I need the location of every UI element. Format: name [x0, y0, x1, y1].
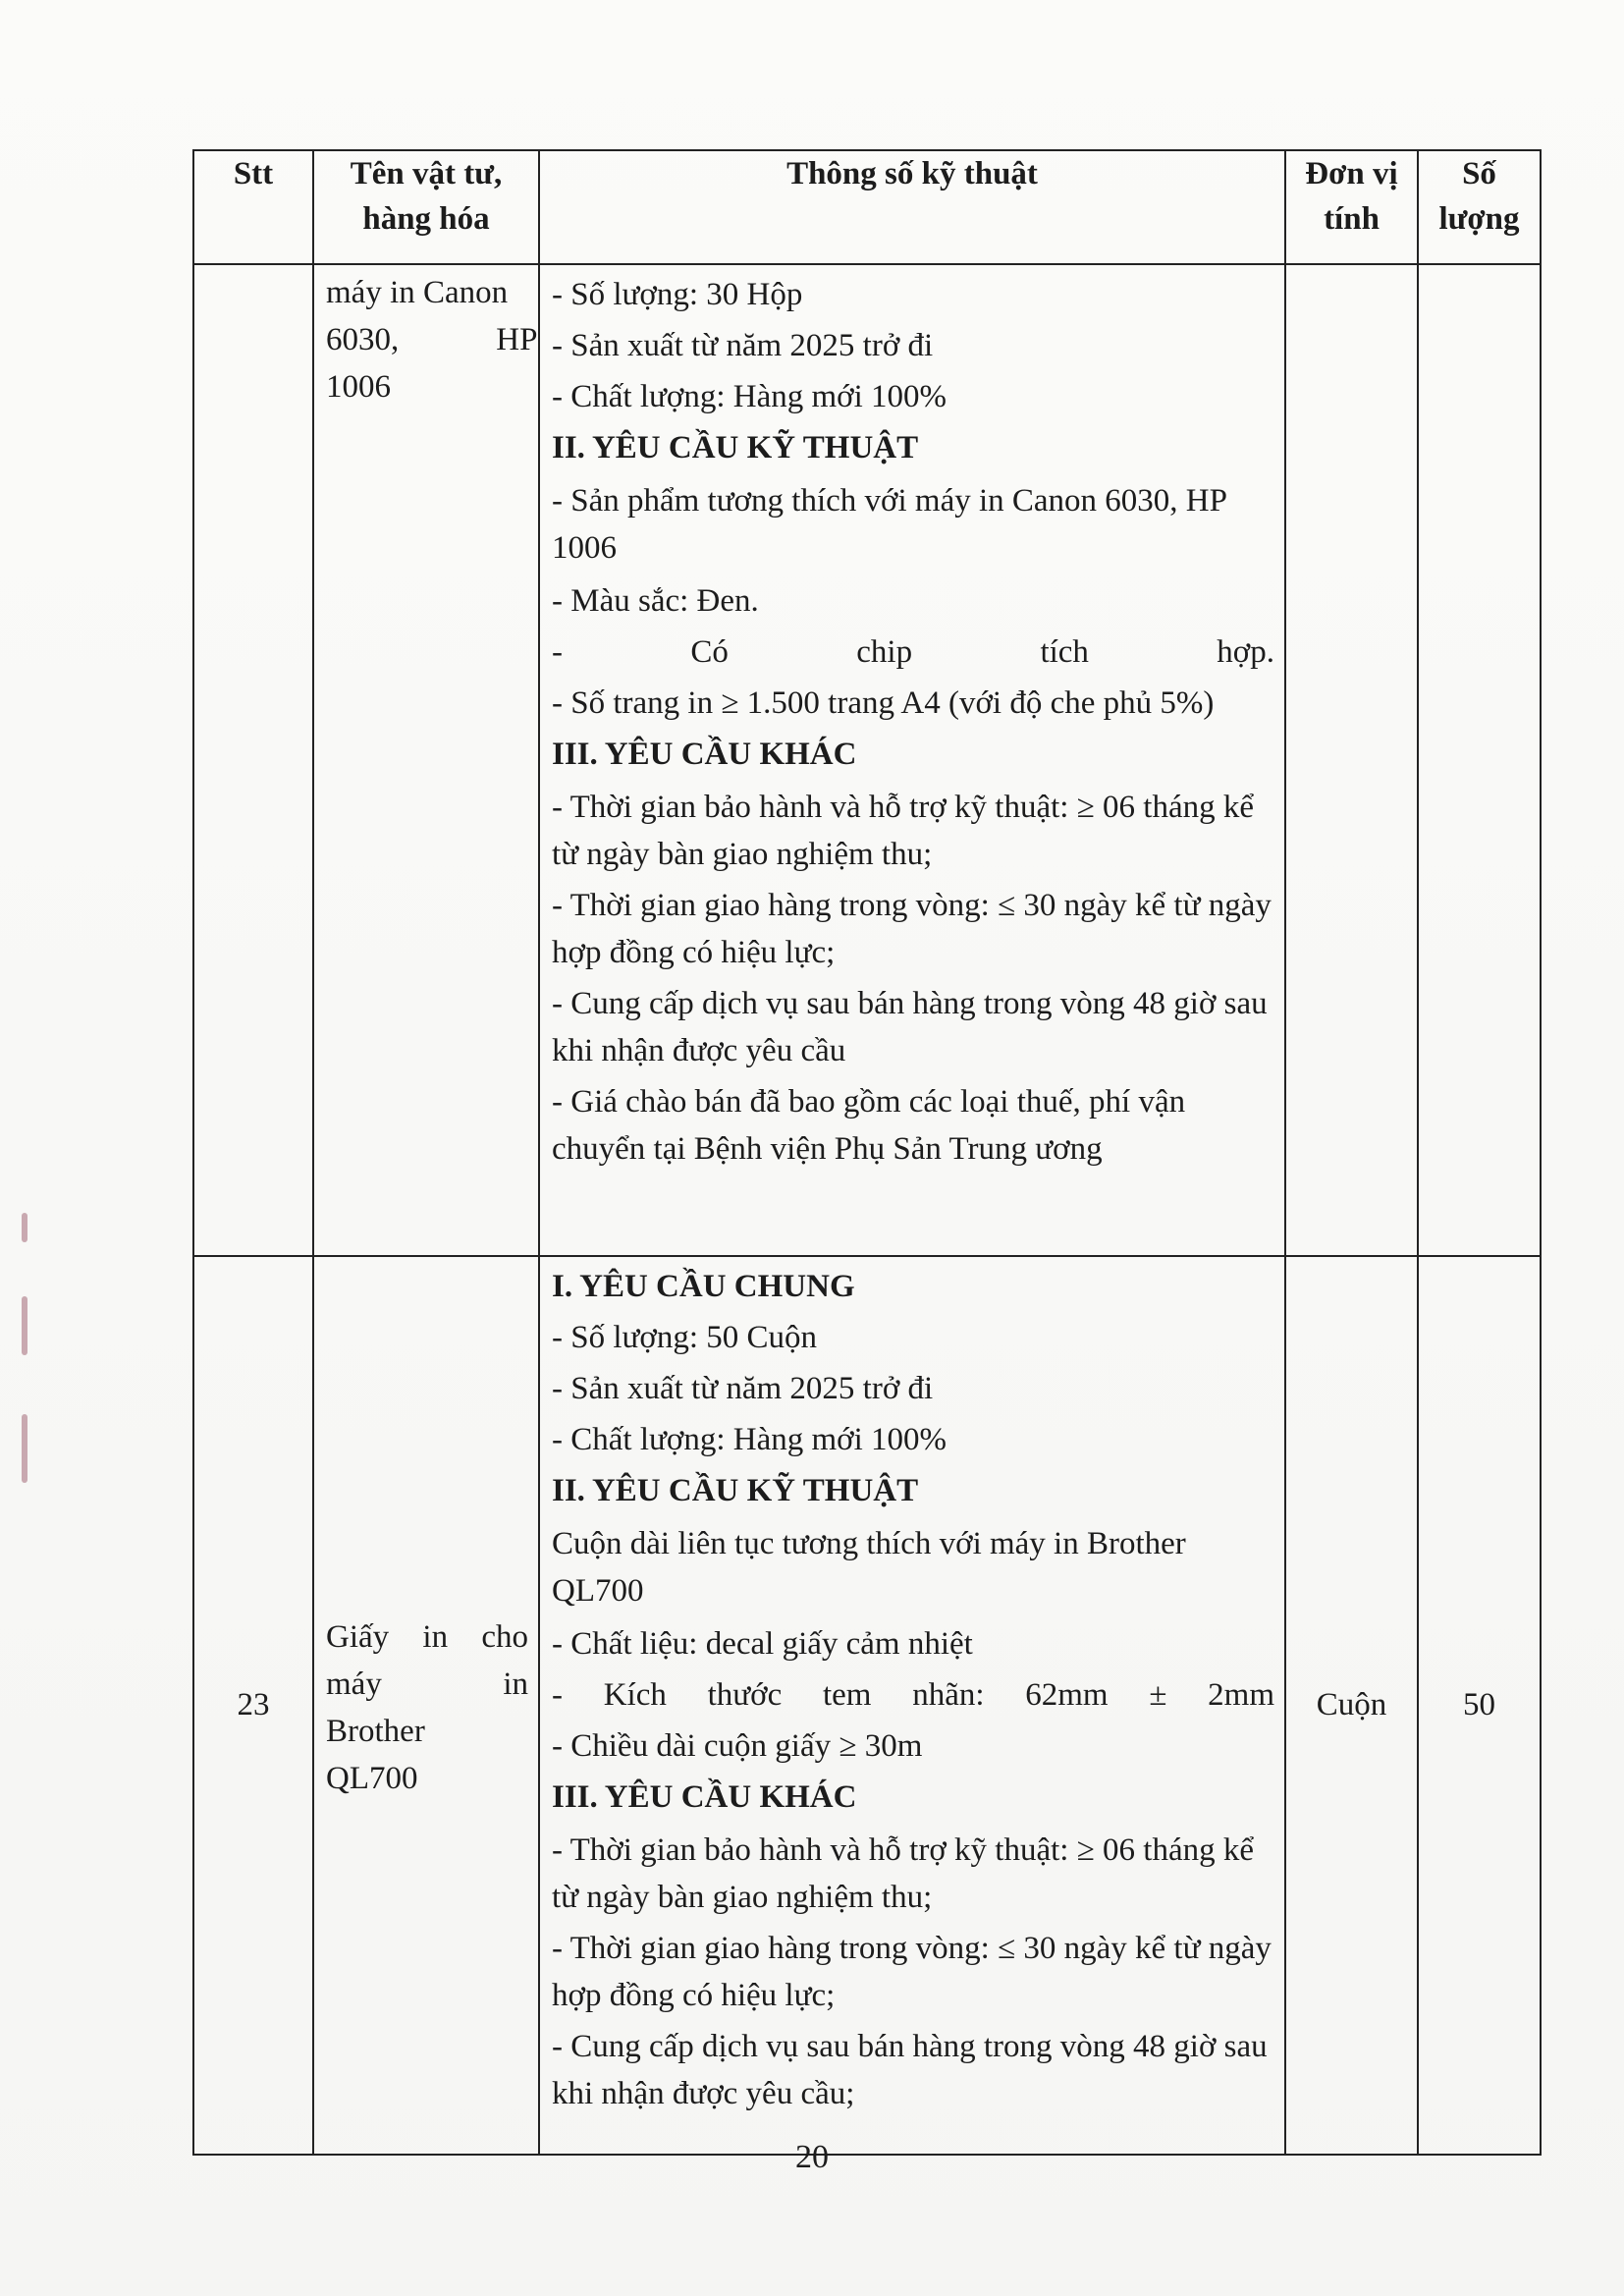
spec-line: - Chất lượng: Hàng mới 100% — [552, 1422, 947, 1457]
spec-section-heading: I. YÊU CẦU CHUNG — [552, 1269, 855, 1304]
cell-stt — [193, 264, 313, 1256]
cell-unit: Cuộn — [1285, 1256, 1418, 2155]
spec-line: Cuộn dài liên tục tương thích với máy in Brother QL700 — [552, 1526, 1186, 1609]
name-line: QL700 — [326, 1760, 418, 1796]
spec-line: - Chiều dài cuộn giấy ≥ 30m — [552, 1728, 923, 1764]
header-unit — [1285, 150, 1418, 264]
header-name-line: Tên vật tư, — [350, 156, 503, 191]
spec-line: - Màu sắc: Đen. — [552, 583, 759, 619]
spec-list — [552, 1261, 1274, 2117]
header-qty-line: lượng — [1438, 201, 1520, 237]
header-spec: Thông số kỹ thuật — [539, 150, 1285, 264]
spec-line: - Thời gian bảo hành và hỗ trợ kỹ thuật: ≥ 06 tháng kể từ ngày bàn giao nghiệm thu; — [552, 790, 1255, 872]
spec-line: - Thời gian bảo hành và hỗ trợ kỹ thuật: ≥ 06 tháng kể từ ngày bàn giao nghiệm thu; — [552, 1832, 1255, 1915]
spec-line: - Giá chào bán đã bao gồm các loại thuế, phí vận chuyển tại Bệnh viện Phụ Sản Trung ương — [552, 1084, 1186, 1167]
spec-line: - Thời gian giao hàng trong vòng: ≤ 30 ngày kể từ ngày hợp đồng có hiệu lực; — [552, 888, 1272, 970]
name-line: Brother — [326, 1713, 425, 1749]
spec-line: - Có chip tích hợp. — [552, 634, 1274, 670]
cell-spec — [539, 264, 1285, 1256]
name-line: 6030, HP — [326, 322, 538, 357]
table-row — [193, 1256, 1541, 2155]
name-line: máy in — [326, 1666, 528, 1702]
header-name — [313, 150, 539, 264]
spec-line: - Thời gian giao hàng trong vòng: ≤ 30 ngày kể từ ngày hợp đồng có hiệu lực; — [552, 1931, 1272, 2013]
spec-section-heading: II. YÊU CẦU KỸ THUẬT — [552, 1473, 919, 1508]
header-name-line: hàng hóa — [362, 201, 490, 237]
header-unit-line: Đơn vị — [1305, 156, 1398, 191]
name-line: Giấy in cho — [326, 1618, 528, 1655]
name-line: máy in Canon — [326, 275, 509, 310]
spec-line: - Kích thước tem nhãn: 62mm ± 2mm — [552, 1677, 1274, 1713]
spec-list — [552, 269, 1274, 1173]
spec-line: - Số lượng: 50 Cuộn — [552, 1320, 818, 1355]
table-header-row — [193, 150, 1541, 264]
cell-stt: 23 — [193, 1256, 313, 2155]
spec-line: - Sản xuất từ năm 2025 trở đi — [552, 328, 934, 363]
scan-artifact-mark — [22, 1296, 27, 1355]
cell-name — [313, 264, 539, 1256]
spec-line: - Cung cấp dịch vụ sau bán hàng trong vòng 48 giờ sau khi nhận được yêu cầu — [552, 986, 1268, 1068]
cell-qty — [1418, 264, 1541, 1256]
header-unit-line: tính — [1324, 201, 1380, 237]
table-row — [193, 264, 1541, 1256]
specification-table — [192, 149, 1542, 2156]
spec-line: - Chất liệu: decal giấy cảm nhiệt — [552, 1626, 973, 1662]
spec-section-heading: II. YÊU CẦU KỸ THUẬT — [552, 430, 919, 465]
page-number: 20 — [795, 2139, 829, 2175]
spec-line: - Sản phẩm tương thích với máy in Canon 6030, HP 1006 — [552, 483, 1226, 566]
scan-artifact-mark — [22, 1213, 27, 1242]
spec-section-heading: III. YÊU CẦU KHÁC — [552, 737, 857, 772]
cell-name — [313, 1256, 539, 2155]
header-stt: Stt — [193, 150, 313, 264]
cell-spec — [539, 1256, 1285, 2155]
spec-line: - Số trang in ≥ 1.500 trang A4 (với độ che phủ 5%) — [552, 685, 1215, 721]
cell-unit — [1285, 264, 1418, 1256]
spec-line: - Số lượng: 30 Hộp — [552, 277, 803, 312]
name-line: 1006 — [326, 369, 391, 405]
cell-qty: 50 — [1418, 1256, 1541, 2155]
spec-line: - Cung cấp dịch vụ sau bán hàng trong vòng 48 giờ sau khi nhận được yêu cầu; — [552, 2029, 1268, 2111]
spec-line: - Chất lượng: Hàng mới 100% — [552, 379, 947, 414]
header-qty — [1418, 150, 1541, 264]
spec-line: - Sản xuất từ năm 2025 trở đi — [552, 1371, 934, 1406]
spec-section-heading: III. YÊU CẦU KHÁC — [552, 1779, 857, 1815]
scan-artifact-mark — [22, 1414, 27, 1483]
header-qty-line: Số — [1462, 156, 1496, 191]
